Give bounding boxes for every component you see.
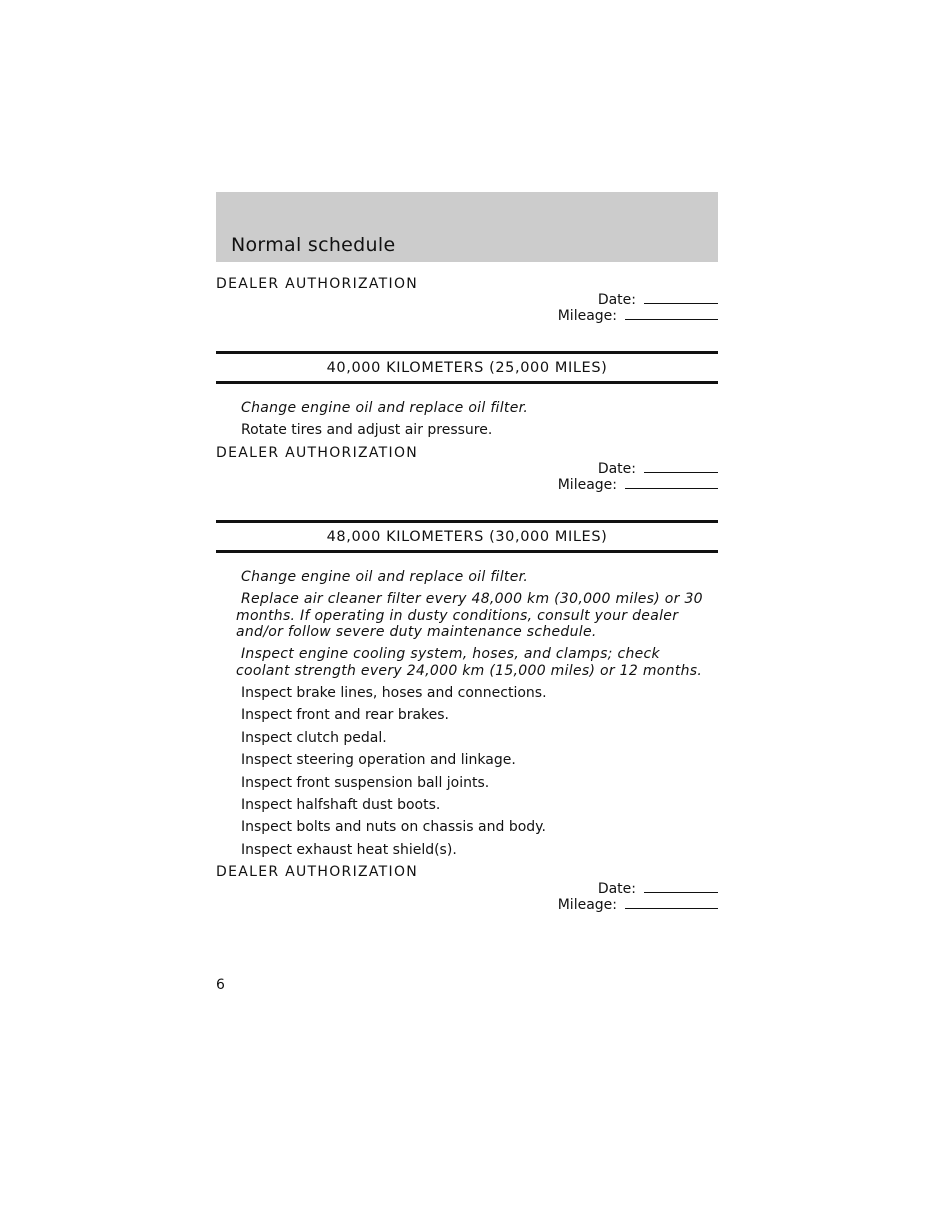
maintenance-item: Replace air cleaner filter every 48,000 km (30,000 miles) or 30 months. If operating in dusty conditions, consult your dealer and/or follow severe duty maintenance schedule. [236,591,703,640]
section-title: 40,000 KILOMETERS (25,000 MILES) [326,360,608,376]
date-label: Date: [597,461,636,477]
maintenance-item: Inspect halfshaft dust boots. [241,797,441,813]
header-band [216,192,718,262]
section-divider [216,520,718,523]
maintenance-item: Rotate tires and adjust air pressure. [241,422,493,438]
mileage-signature-line [625,308,718,320]
dealer-authorization-label: DEALER AUTHORIZATION [216,864,419,880]
maintenance-item: Change engine oil and replace oil filter. [241,569,529,585]
mileage-label: Mileage: [557,897,617,913]
maintenance-item: Inspect front suspension ball joints. [241,775,490,791]
maintenance-item: Inspect steering operation and linkage. [241,752,516,768]
date-field [598,292,718,308]
maintenance-item: Inspect exhaust heat shield(s). [241,842,457,858]
page-title: Normal schedule [231,234,396,256]
date-signature-line [644,461,718,473]
date-label: Date: [597,292,636,308]
dealer-authorization-label: DEALER AUTHORIZATION [216,445,419,461]
maintenance-item: Inspect engine cooling system, hoses, and clamps; check coolant strength every 24,000 km (15,000 miles) or 12 months. [236,646,703,679]
maintenance-item: Inspect clutch pedal. [241,730,387,746]
section-title: 48,000 KILOMETERS (30,000 MILES) [326,529,608,545]
mileage-field [558,308,718,324]
section-divider [216,351,718,354]
date-field [598,461,718,477]
date-field [598,881,718,897]
maintenance-item: Inspect brake lines, hoses and connections. [241,685,547,701]
section-divider [216,381,718,384]
mileage-signature-line [625,477,718,489]
mileage-label: Mileage: [557,308,617,324]
date-label: Date: [597,881,636,897]
mileage-field [558,897,718,913]
page-number: 6 [216,977,225,993]
maintenance-item: Inspect front and rear brakes. [241,707,450,723]
date-signature-line [644,292,718,304]
section-divider [216,550,718,553]
maintenance-item: Inspect bolts and nuts on chassis and body. [241,819,546,835]
mileage-label: Mileage: [557,477,617,493]
maintenance-item: Change engine oil and replace oil filter. [241,400,529,416]
dealer-authorization-label: DEALER AUTHORIZATION [216,276,419,292]
date-signature-line [644,881,718,893]
mileage-signature-line [625,897,718,909]
mileage-field [558,477,718,493]
